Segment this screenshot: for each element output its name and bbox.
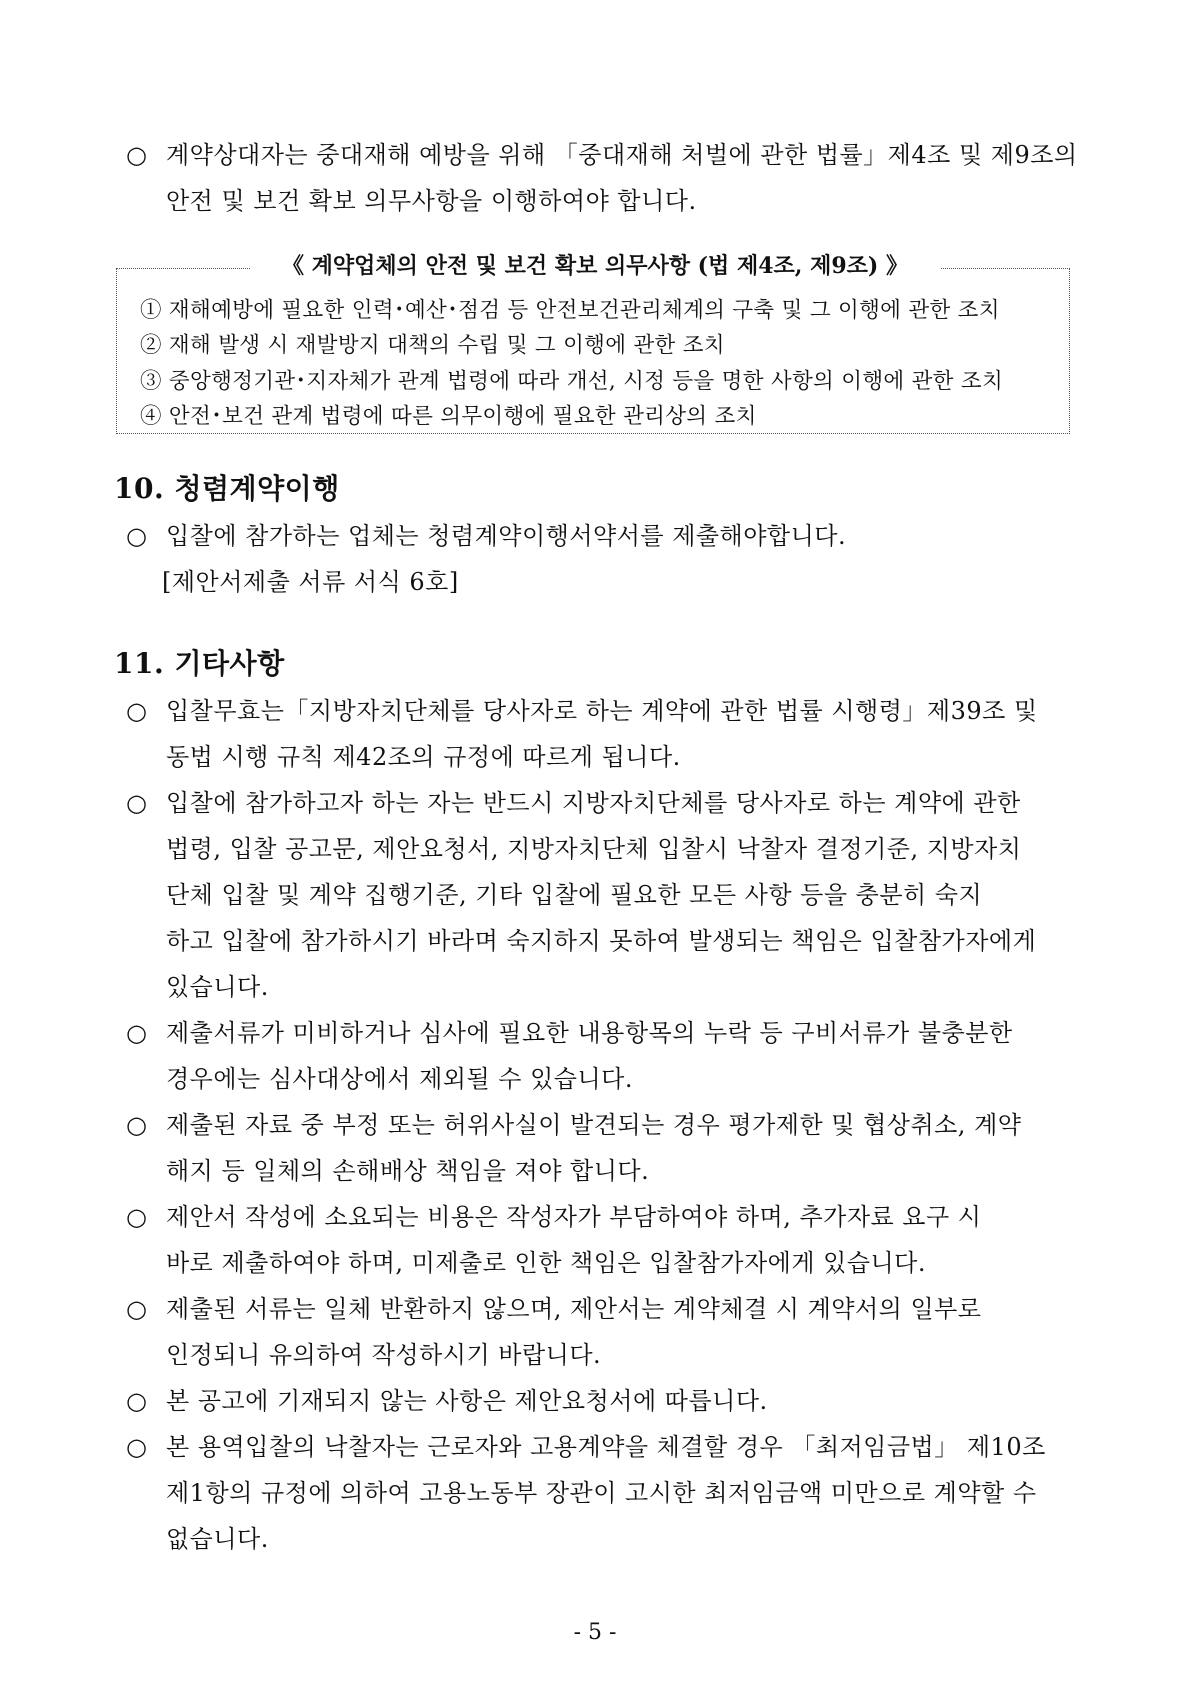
- section-11-bullet-line: 본 공고에 기재되지 않는 사항은 제안요청서에 따릅니다.: [166, 1387, 768, 1415]
- section-10-heading: 10. 청렴계약이행: [114, 472, 340, 505]
- bullet-circle-icon: ○: [126, 1019, 147, 1047]
- section-11-bullet-line: 제1항의 규정에 의하여 고용노동부 장관이 고시한 최저임금액 미만으로 계약할 수: [166, 1479, 1037, 1507]
- section-10-form-ref: [제안서제출 서류 서식 6호]: [162, 568, 459, 596]
- bullet-circle-icon: ○: [126, 1111, 147, 1139]
- obligations-box-title: 《 계약업체의 안전 및 보건 확보 의무사항 (법 제4조, 제9조) 》: [250, 250, 940, 282]
- section-11-bullet-line: 제출된 자료 중 부정 또는 허위사실이 발견되는 경우 평가제한 및 협상취소, 계약: [166, 1111, 1022, 1139]
- section-11-bullet-line: 경우에는 심사대상에서 제외될 수 있습니다.: [166, 1065, 633, 1093]
- bullet-circle-icon: ○: [126, 1203, 147, 1231]
- section-11-bullet-line: 인정되니 유의하여 작성하시기 바랍니다.: [166, 1341, 602, 1369]
- obligation-item: ① 재해예방에 필요한 인력･예산･점검 등 안전보건관리체계의 구축 및 그 이행에 관한 조치: [140, 298, 1000, 323]
- bullet-circle-icon: ○: [126, 141, 147, 169]
- section-10-text: 입찰에 참가하는 업체는 청렴계약이행서약서를 제출해야합니다.: [166, 522, 847, 550]
- bullet-circle-icon: ○: [126, 789, 147, 817]
- section-11-bullet-line: 있습니다.: [166, 973, 269, 1001]
- section-11-bullet-line: 동법 시행 규칙 제42조의 규정에 따르게 됩니다.: [166, 743, 681, 771]
- section-11-bullet-line: 제출서류가 미비하거나 심사에 필요한 내용항목의 누락 등 구비서류가 불충분한: [166, 1019, 1013, 1047]
- section-11-bullet-line: 없습니다.: [166, 1525, 269, 1553]
- bullet-circle-icon: ○: [126, 522, 147, 550]
- section-11-bullet-line: 입찰에 참가하고자 하는 자는 반드시 지방자치단체를 당사자로 하는 계약에 관한: [166, 789, 1021, 817]
- obligation-item: ④ 안전･보건 관계 법령에 따른 의무이행에 필요한 관리상의 조치: [140, 404, 757, 429]
- obligation-item: ② 재해 발생 시 재발방지 대책의 수립 및 그 이행에 관한 조치: [140, 333, 725, 358]
- bullet-circle-icon: ○: [126, 1433, 147, 1461]
- section-11-heading: 11. 기타사항: [114, 647, 285, 680]
- section-11-bullet-line: 바로 제출하여야 하며, 미제출로 인한 책임은 입찰참가자에게 있습니다.: [166, 1249, 926, 1277]
- intro-line: 안전 및 보건 확보 의무사항을 이행하여야 합니다.: [166, 187, 697, 215]
- section-11-bullet-line: 하고 입찰에 참가하시기 바라며 숙지하지 못하여 발생되는 책임은 입찰참가자에게: [166, 927, 1037, 955]
- section-11-bullet-line: 입찰무효는「지방자치단체를 당사자로 하는 계약에 관한 법률 시행령」제39조 및: [166, 697, 1038, 725]
- section-11-bullet-line: 단체 입찰 및 계약 집행기준, 기타 입찰에 필요한 모든 사항 등을 충분히 숙지: [166, 881, 983, 909]
- section-11-bullet-line: 본 용역입찰의 낙찰자는 근로자와 고용계약을 체결할 경우 「최저임금법」 제10조: [166, 1433, 1046, 1461]
- intro-line: 계약상대자는 중대재해 예방을 위해 「중대재해 처벌에 관한 법률」제4조 및 제9조의: [166, 141, 1078, 169]
- section-11-bullet-line: 법령, 입찰 공고문, 제안요청서, 지방자치단체 입찰시 낙찰자 결정기준, 지방자치: [166, 835, 1022, 863]
- bullet-circle-icon: ○: [126, 697, 147, 725]
- obligation-item: ③ 중앙행정기관･지자체가 관계 법령에 따라 개선, 시정 등을 명한 사항의 이행에 관한 조치: [140, 369, 1004, 394]
- page-number: - 5 -: [573, 1620, 617, 1645]
- bullet-circle-icon: ○: [126, 1295, 147, 1323]
- bullet-circle-icon: ○: [126, 1387, 147, 1415]
- section-11-bullet-line: 제안서 작성에 소요되는 비용은 작성자가 부담하여야 하며, 추가자료 요구 시: [166, 1203, 982, 1231]
- section-11-bullet-line: 제출된 서류는 일체 반환하지 않으며, 제안서는 계약체결 시 계약서의 일부로: [166, 1295, 982, 1323]
- section-11-bullet-line: 해지 등 일체의 손해배상 책임을 져야 합니다.: [166, 1157, 650, 1185]
